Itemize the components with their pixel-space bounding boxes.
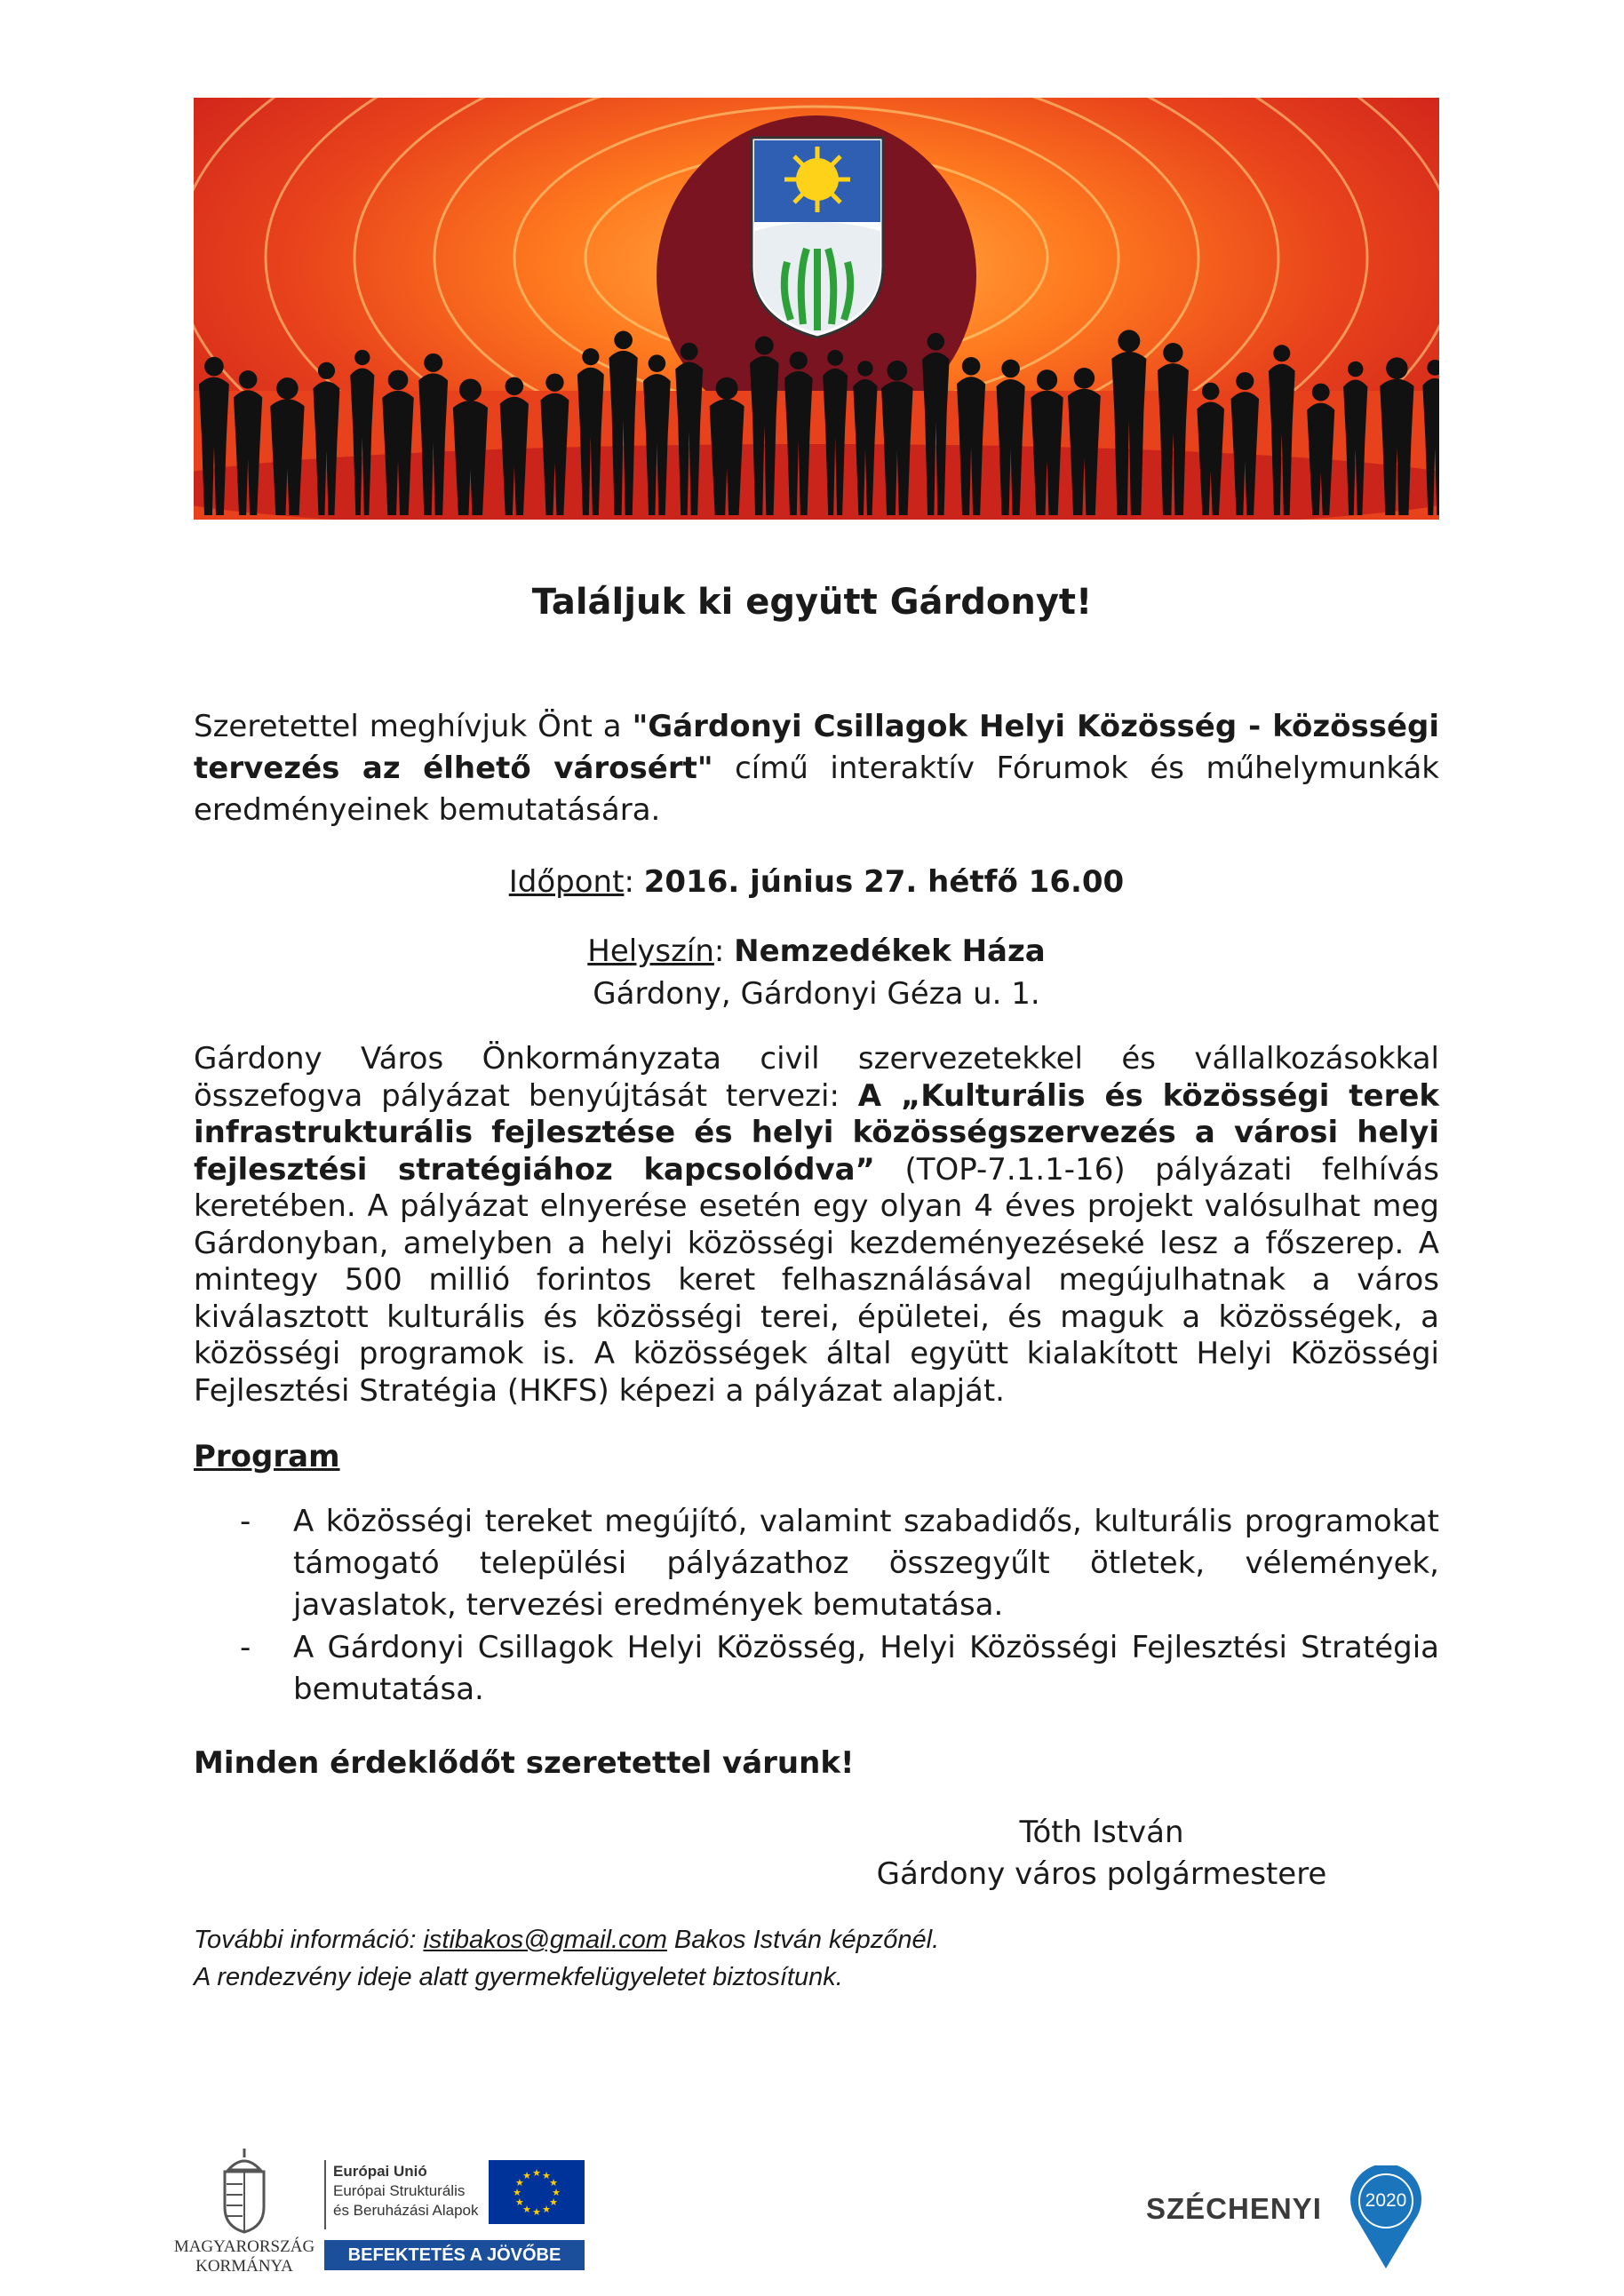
eu-star-icon: ★ — [549, 2197, 558, 2208]
bullet-dash: - — [240, 1504, 251, 1539]
place-address: Gárdony, Gárdonyi Géza u. 1. — [593, 976, 1040, 1012]
person-head — [1163, 343, 1182, 362]
eu-funds-logo — [324, 2160, 586, 2276]
person-head — [927, 333, 945, 351]
intro-event-name: "Gárdonyi Csillagok Helyi Közösség - közösségi tervezés az élhető városért" — [194, 709, 1440, 786]
person-head — [545, 373, 563, 391]
childcare-note: A rendezvény ideje alatt gyermekfelügyeletet biztosítunk. — [194, 1963, 843, 1991]
szechenyi-2020-logo — [1146, 2165, 1439, 2272]
person-head — [755, 337, 774, 355]
person-head — [1118, 330, 1140, 352]
bullet-dash: - — [240, 1630, 251, 1665]
person-head — [887, 361, 907, 381]
szechenyi-year: 2020 — [1365, 2190, 1407, 2211]
eu-star-icon: ★ — [552, 2187, 561, 2198]
map-pin-icon — [1349, 2165, 1423, 2270]
program-heading: Program — [194, 1439, 340, 1474]
more-info-line — [194, 1921, 939, 1958]
eu-star-icon: ★ — [522, 2169, 531, 2181]
program-item-text: A közösségi tereket megújító, valamint szabadidős, kulturális programokat támogató települési pályázathoz összegyűlt ötletek, vélemények, javaslatok, tervezési eredmények bemutatása. — [293, 1504, 1439, 1623]
eu-star-icon: ★ — [549, 2177, 558, 2189]
program-item — [240, 1501, 1439, 1630]
eu-star-icon: ★ — [532, 2206, 541, 2218]
person-head — [1273, 345, 1290, 361]
gov-line-1: MAGYARORSZÁG — [173, 2237, 315, 2256]
place-value: Nemzedékek Háza — [734, 933, 1046, 969]
intro-paragraph — [194, 706, 1439, 831]
person-head — [790, 352, 808, 369]
eu-slogan: BEFEKTETÉS A JÖVŐBE — [324, 2240, 585, 2270]
body-text-2: (TOP-7.1.1-16) pályázati felhívás keretében. A pályázat elnyerése esetén egy olyan 4 éves projekt valósulhat meg Gárdonyban, amelyben a helyi közösségi kezdeményezéseké lesz a főszerep. A mintegy 500 millió forintos keret felhasználásával megújulhatnak a város kiválasztott kulturális és közösségi terei, épületei, és maguk a közösségek, a közösségi programok is. A közösségek által együtt kialakított Helyi Közösségi Fejlesztési Stratégia (HKFS) képezi a pályázat alapját. — [194, 1151, 1439, 1409]
person-head — [614, 331, 633, 350]
person-head — [1202, 383, 1220, 401]
person-head — [318, 362, 335, 379]
person-head — [1348, 361, 1363, 377]
event-time — [194, 862, 1439, 903]
gov-line-2: KORMÁNYA — [195, 2257, 293, 2276]
person-head — [857, 361, 872, 376]
person-head — [388, 370, 409, 391]
person-head — [649, 354, 666, 372]
person-head — [716, 377, 738, 400]
eu-star-icon: ★ — [532, 2167, 541, 2179]
hungarian-government-logo — [173, 2145, 315, 2278]
time-label: Időpont — [508, 864, 625, 900]
body-call-title: A „Kulturális és közösségi terek infrastrukturális fejlesztése és helyi közösségszervezés a városi helyi fejlesztési stratégiához kapcsolódva” — [194, 1077, 1440, 1188]
person-head — [1074, 368, 1095, 389]
person-head — [1037, 369, 1057, 390]
time-value: 2016. június 27. hétfő 16.00 — [643, 864, 1125, 900]
signature-role: Gárdony város polgármestere — [876, 1856, 1327, 1892]
eu-flag-icon — [489, 2160, 585, 2224]
program-item-text: A Gárdonyi Csillagok Helyi Közösség, Helyi Közösségi Fejlesztési Stratégia bemutatása. — [293, 1630, 1439, 1707]
eu-star-icon: ★ — [513, 2187, 521, 2198]
person-head — [239, 370, 258, 389]
person-head — [1312, 384, 1330, 401]
coat-of-arms-icon — [752, 138, 883, 338]
eu-star-icon: ★ — [542, 2169, 551, 2181]
body-paragraph — [194, 1041, 1439, 1410]
szechenyi-text: SZÉCHENYI — [1146, 2192, 1322, 2225]
page-title: Találjuk ki együtt Gárdonyt! — [531, 582, 1093, 623]
program-item — [240, 1627, 1439, 1716]
person-head — [962, 357, 981, 376]
signature-name: Tóth István — [1019, 1815, 1184, 1850]
person-head — [506, 377, 524, 395]
info-prefix: További információ: — [194, 1926, 424, 1954]
eu-star-icon: ★ — [515, 2177, 524, 2189]
time-separator: : — [624, 864, 644, 900]
eu-line-2: és Beruházási Alapok — [333, 2202, 479, 2219]
person-head — [1001, 360, 1020, 378]
intro-text-2: című interaktív Fórumok és műhelymunkák eredményeinek bemutatására. — [194, 751, 1439, 828]
person-head — [681, 343, 698, 361]
body-text-1: Gárdony Város Önkormányzata civil szervezetekkel és vállalkozásokkal összefogva pályázat benyújtását tervezi: — [194, 1041, 1439, 1114]
place-label: Helyszín — [587, 933, 714, 969]
eu-star-icon: ★ — [542, 2204, 551, 2216]
info-suffix: Bakos István képzőnél. — [666, 1926, 940, 1954]
person-head — [424, 354, 442, 372]
intro-text-1: Szeretettel meghívjuk Önt a — [194, 709, 633, 744]
person-head — [1427, 360, 1439, 376]
person-head — [1236, 372, 1254, 390]
event-place — [194, 931, 1439, 973]
contact-email-link[interactable]: istibakos@gmail.com — [423, 1926, 667, 1954]
person-head — [459, 378, 482, 401]
person-head — [276, 377, 299, 400]
person-head — [582, 348, 599, 365]
eu-star-icon: ★ — [515, 2197, 524, 2208]
person-head — [827, 350, 843, 366]
person-head — [1386, 357, 1407, 378]
person-head — [204, 357, 224, 377]
coat-of-arms-icon — [173, 2145, 315, 2234]
closing-line: Minden érdeklődőt szeretettel várunk! — [194, 1745, 855, 1781]
place-separator: : — [713, 933, 735, 969]
eu-star-icon: ★ — [522, 2204, 531, 2216]
eu-line-1: Európai Strukturális — [333, 2182, 466, 2199]
banner-graphic — [194, 98, 1439, 520]
header-banner-image — [194, 98, 1439, 520]
person-head — [354, 350, 370, 365]
eu-title: Európai Unió — [333, 2163, 427, 2180]
